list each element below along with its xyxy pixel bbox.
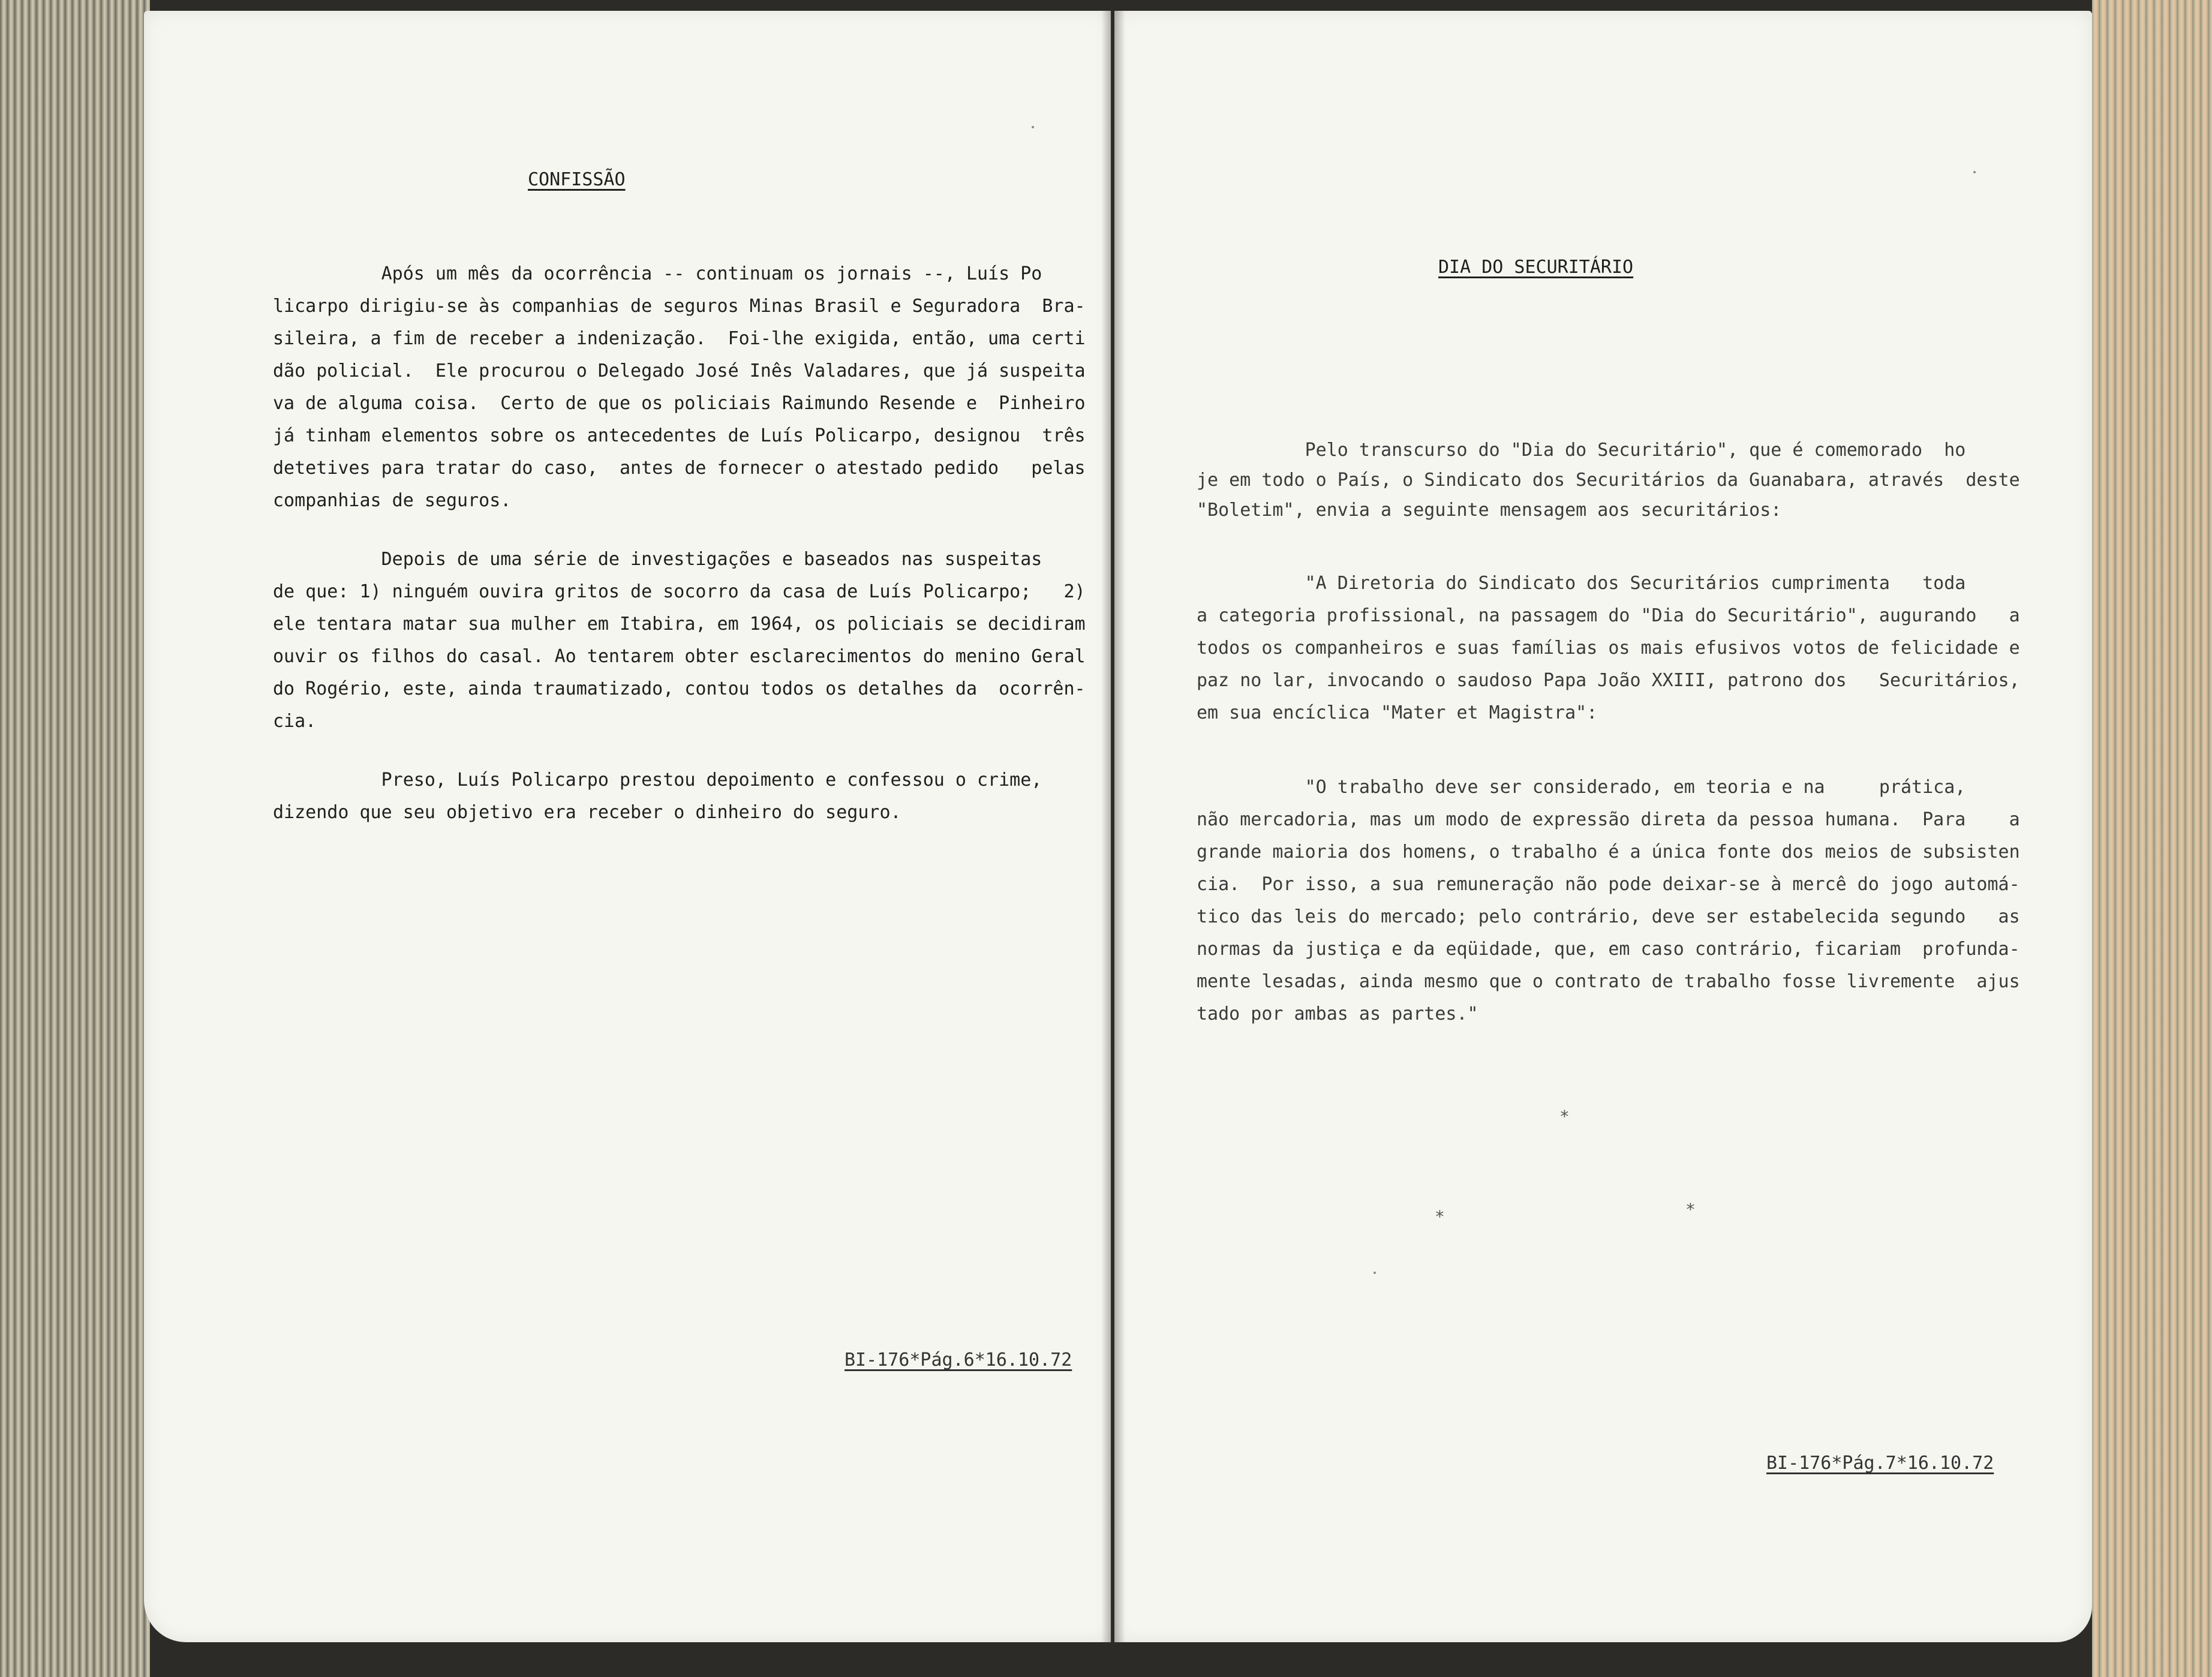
text-line: va de alguma coisa. Certo de que os policiais Raimundo Resende e Pinheiro xyxy=(273,393,1086,414)
scan-speck xyxy=(1374,1272,1376,1274)
text-line: cia. Por isso, a sua remuneração não pode deixar-se à mercê do jogo automá- xyxy=(1197,874,2020,895)
text-line: "A Diretoria do Sindicato dos Securitários cumprimenta toda xyxy=(1197,573,1966,594)
text-line: tico das leis do mercado; pelo contrário, deve ser estabelecida segundo as xyxy=(1197,906,2020,927)
text-line: "O trabalho deve ser considerado, em teoria e na prática, xyxy=(1197,777,1966,798)
text-line: normas da justiça e da eqüidade, que, em caso contrário, ficariam profunda- xyxy=(1197,939,2020,960)
text-line: licarpo dirigiu-se às companhias de seguros Minas Brasil e Seguradora Bra- xyxy=(273,296,1086,317)
text-line: "Boletim", envia a seguinte mensagem aos securitários: xyxy=(1197,500,1782,521)
text-line: de que: 1) ninguém ouvira gritos de socorro da casa de Luís Policarpo; 2) xyxy=(273,581,1086,602)
scan-speck xyxy=(1973,171,1976,173)
scan-speck xyxy=(1032,126,1034,128)
text-line: Após um mês da ocorrência -- continuam os jornais --, Luís Po xyxy=(273,263,1042,284)
text-line: em sua encíclica "Mater et Magistra": xyxy=(1197,702,1598,723)
text-line: ouvir os filhos do casal. Ao tentarem obter esclarecimentos do menino Geral xyxy=(273,646,1086,667)
text-line: mente lesadas, ainda mesmo que o contrato de trabalho fosse livremente ajus xyxy=(1197,971,2020,992)
left-page-title: CONFISSÃO xyxy=(528,169,626,190)
text-line: cia. xyxy=(273,711,317,732)
text-line: companhias de seguros. xyxy=(273,490,512,511)
text-line: paz no lar, invocando o saudoso Papa João XXIII, patrono dos Securitários, xyxy=(1197,670,2020,691)
text-line: tado por ambas as partes." xyxy=(1197,1003,1478,1024)
text-line: já tinham elementos sobre os antecedentes de Luís Policarpo, designou três xyxy=(273,425,1086,446)
book-page-edges-left xyxy=(0,0,150,1677)
text-line: não mercadoria, mas um modo de expressão direta da pessoa humana. Para a xyxy=(1197,809,2020,830)
book-gutter xyxy=(1101,11,1125,1642)
text-line: grande maioria dos homens, o trabalho é a única fonte dos meios de subsisten xyxy=(1197,841,2020,862)
text-line: Preso, Luís Policarpo prestou depoimento e confessou o crime, xyxy=(273,770,1042,791)
text-line: Depois de uma série de investigações e baseados nas suspeitas xyxy=(273,549,1042,570)
separator-star: * xyxy=(1559,1107,1570,1126)
separator-star: * xyxy=(1435,1207,1445,1227)
text-line: detetives para tratar do caso, antes de fornecer o atestado pedido pelas xyxy=(273,458,1086,479)
text-line: Pelo transcurso do "Dia do Securitário", que é comemorado ho xyxy=(1197,440,1966,461)
right-page-footer: BI-176*Pág.7*16.10.72 xyxy=(1766,1453,1994,1474)
text-line: je em todo o País, o Sindicato dos Securitários da Guanabara, através deste xyxy=(1197,470,2020,491)
right-page-title: DIA DO SECURITÁRIO xyxy=(1438,257,1634,278)
book-page-edges-right xyxy=(2092,0,2212,1677)
text-line: ele tentara matar sua mulher em Itabira, em 1964, os policiais se decidiram xyxy=(273,614,1086,635)
text-line: a categoria profissional, na passagem do "Dia do Securitário", augurando a xyxy=(1197,605,2020,626)
text-line: todos os companheiros e suas famílias os mais efusivos votos de felicidade e xyxy=(1197,638,2020,659)
text-line: sileira, a fim de receber a indenização. Foi-lhe exigida, então, uma certi xyxy=(273,328,1086,349)
text-line: do Rogério, este, ainda traumatizado, contou todos os detalhes da ocorrên- xyxy=(273,678,1086,699)
separator-star: * xyxy=(1685,1200,1696,1219)
left-page-footer: BI-176*Pág.6*16.10.72 xyxy=(844,1350,1072,1371)
text-line: dizendo que seu objetivo era receber o dinheiro do seguro. xyxy=(273,802,901,823)
text-line: dão policial. Ele procurou o Delegado José Inês Valadares, que já suspeita xyxy=(273,360,1086,381)
